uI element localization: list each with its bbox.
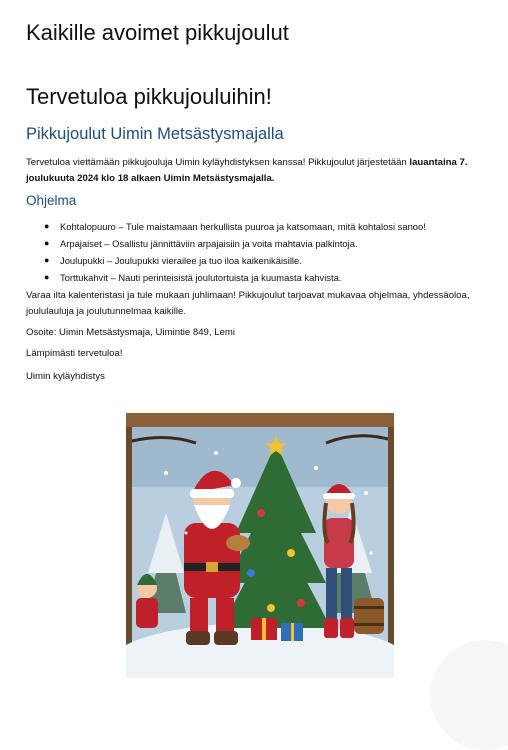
christmas-illustration	[126, 413, 394, 678]
list-item	[44, 235, 504, 252]
program-item-text: Torttukahvit – Nauti perinteisistä joulutortuista ja kuumasta kahvista.	[60, 272, 342, 283]
bullet-icon: ●	[44, 221, 50, 231]
welcome-heading: Tervetuloa pikkujouluihin!	[26, 84, 272, 109]
list-item	[44, 252, 504, 269]
program-item-text: Kohtalopuuro – Tule maistamaan herkullista puuroa ja katsomaan, mitä kohtalosi sanoo!	[60, 221, 426, 232]
list-item	[44, 269, 504, 286]
program-heading: Ohjelma	[26, 193, 77, 208]
list-item	[44, 218, 504, 235]
address-line: Osoite: Uimin Metsästysmaja, Uimintie 849, Lemi	[26, 327, 235, 338]
calendar-note: Varaa ilta kalenteristasi ja tule mukaan juhlimaan! Pikkujoulut tarjoavat mukavaa ohjelmaa, yhdessäoloa, joululauluja ja joulutunnelmaa kaikille.	[26, 290, 470, 317]
bullet-icon: ●	[44, 272, 50, 282]
section-heading: Pikkujoulut Uimin Metsästysmajalla	[26, 125, 284, 143]
greeting-line: Lämpimästi tervetuloa!	[26, 348, 123, 359]
intro-date-bold: lauantaina 7. joulukuuta 2024 klo 18 alkaen Uimin Metsästysmajalla.	[26, 157, 468, 184]
program-item-text: Joulupukki – Joulupukki vierailee ja tuo iloa kaikenikäisille.	[60, 255, 302, 266]
page-corner-shadow	[430, 640, 508, 750]
program-list	[44, 218, 504, 286]
intro-text: Tervetuloa viettämään pikkujouluja Uimin kyläyhdistyksen kanssa! Pikkujoulut järjestetään	[26, 157, 410, 168]
signature-line: Uimin kyläyhdistys	[26, 371, 105, 382]
bullet-icon: ●	[44, 255, 50, 265]
document-title: Kaikille avoimet pikkujoulut	[26, 20, 289, 45]
program-item-text: Arpajaiset – Osallistu jännittäviin arpajaisiin ja voita mahtavia palkintoja.	[60, 238, 358, 249]
bullet-icon: ●	[44, 238, 50, 248]
intro-paragraph	[26, 155, 486, 187]
